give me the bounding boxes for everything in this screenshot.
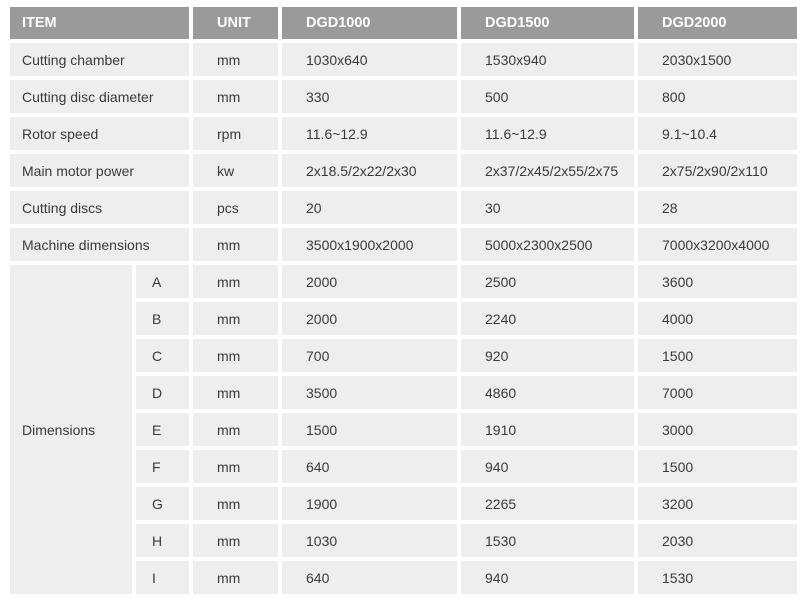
header-model-1: DGD1000 [282, 7, 457, 39]
dimension-letter: F [136, 450, 189, 483]
table-row [10, 117, 797, 150]
table-row [10, 228, 797, 261]
row-item-label: Cutting discs [10, 191, 189, 224]
row-unit: kw [193, 154, 278, 187]
dimensions-label: Dimensions [10, 265, 132, 594]
dimension-value-1: 3500 [282, 376, 457, 409]
row-value-3: 800 [638, 80, 797, 113]
spec-table [6, 3, 800, 598]
dimension-value-2: 940 [461, 561, 634, 594]
dimension-unit: mm [193, 561, 278, 594]
dimension-value-3: 1500 [638, 339, 797, 372]
table-row [10, 43, 797, 76]
dimension-value-3: 4000 [638, 302, 797, 335]
row-value-2: 11.6~12.9 [461, 117, 634, 150]
dimension-value-3: 2030 [638, 524, 797, 557]
dimension-unit: mm [193, 376, 278, 409]
dimension-value-2: 4860 [461, 376, 634, 409]
dimension-unit: mm [193, 339, 278, 372]
header-model-2: DGD1500 [461, 7, 634, 39]
dimension-value-2: 2500 [461, 265, 634, 298]
row-value-3: 7000x3200x4000 [638, 228, 797, 261]
row-unit: rpm [193, 117, 278, 150]
dimension-letter: G [136, 487, 189, 520]
dimension-value-2: 920 [461, 339, 634, 372]
dimension-unit: mm [193, 413, 278, 446]
dimension-value-3: 1500 [638, 450, 797, 483]
dimension-unit: mm [193, 487, 278, 520]
row-unit: mm [193, 80, 278, 113]
row-value-2: 5000x2300x2500 [461, 228, 634, 261]
row-value-2: 1530x940 [461, 43, 634, 76]
dimension-unit: mm [193, 302, 278, 335]
dimension-letter: A [136, 265, 189, 298]
dimension-value-1: 1900 [282, 487, 457, 520]
dimension-value-2: 1530 [461, 524, 634, 557]
table-row [10, 191, 797, 224]
row-item-label: Main motor power [10, 154, 189, 187]
dimension-value-3: 1530 [638, 561, 797, 594]
table-row [10, 154, 797, 187]
dimension-letter: B [136, 302, 189, 335]
row-value-1: 20 [282, 191, 457, 224]
row-value-2: 30 [461, 191, 634, 224]
row-value-3: 28 [638, 191, 797, 224]
row-item-label: Rotor speed [10, 117, 189, 150]
dimension-value-3: 3600 [638, 265, 797, 298]
dimension-value-2: 2265 [461, 487, 634, 520]
table-body [10, 43, 797, 594]
dimension-value-1: 700 [282, 339, 457, 372]
row-value-1: 11.6~12.9 [282, 117, 457, 150]
dimension-value-3: 7000 [638, 376, 797, 409]
row-value-3: 2030x1500 [638, 43, 797, 76]
row-item-label: Machine dimensions [10, 228, 189, 261]
dimension-value-3: 3200 [638, 487, 797, 520]
row-unit: pcs [193, 191, 278, 224]
dimension-value-2: 2240 [461, 302, 634, 335]
dimension-value-1: 2000 [282, 302, 457, 335]
row-value-1: 3500x1900x2000 [282, 228, 457, 261]
dimension-letter: E [136, 413, 189, 446]
dimension-letter: H [136, 524, 189, 557]
row-value-1: 1030x640 [282, 43, 457, 76]
dimension-letter: I [136, 561, 189, 594]
dimension-value-1: 1500 [282, 413, 457, 446]
row-value-1: 2x18.5/2x22/2x30 [282, 154, 457, 187]
dimension-unit: mm [193, 265, 278, 298]
row-value-1: 330 [282, 80, 457, 113]
row-unit: mm [193, 228, 278, 261]
row-value-3: 9.1~10.4 [638, 117, 797, 150]
header-item: ITEM [10, 7, 189, 39]
row-value-3: 2x75/2x90/2x110 [638, 154, 797, 187]
header-model-3: DGD2000 [638, 7, 797, 39]
row-item-label: Cutting chamber [10, 43, 189, 76]
dimension-value-2: 940 [461, 450, 634, 483]
table-row [10, 80, 797, 113]
dimension-value-1: 640 [282, 561, 457, 594]
dimension-value-2: 1910 [461, 413, 634, 446]
dimension-row [10, 265, 797, 298]
dimension-letter: C [136, 339, 189, 372]
header-row [10, 7, 797, 39]
row-unit: mm [193, 43, 278, 76]
dimension-letter: D [136, 376, 189, 409]
dimension-value-1: 2000 [282, 265, 457, 298]
dimension-unit: mm [193, 524, 278, 557]
header-unit: UNIT [193, 7, 278, 39]
dimension-unit: mm [193, 450, 278, 483]
dimension-value-1: 640 [282, 450, 457, 483]
dimension-value-3: 3000 [638, 413, 797, 446]
row-value-2: 500 [461, 80, 634, 113]
row-item-label: Cutting disc diameter [10, 80, 189, 113]
row-value-2: 2x37/2x45/2x55/2x75 [461, 154, 634, 187]
dimension-value-1: 1030 [282, 524, 457, 557]
table-header [10, 7, 797, 39]
